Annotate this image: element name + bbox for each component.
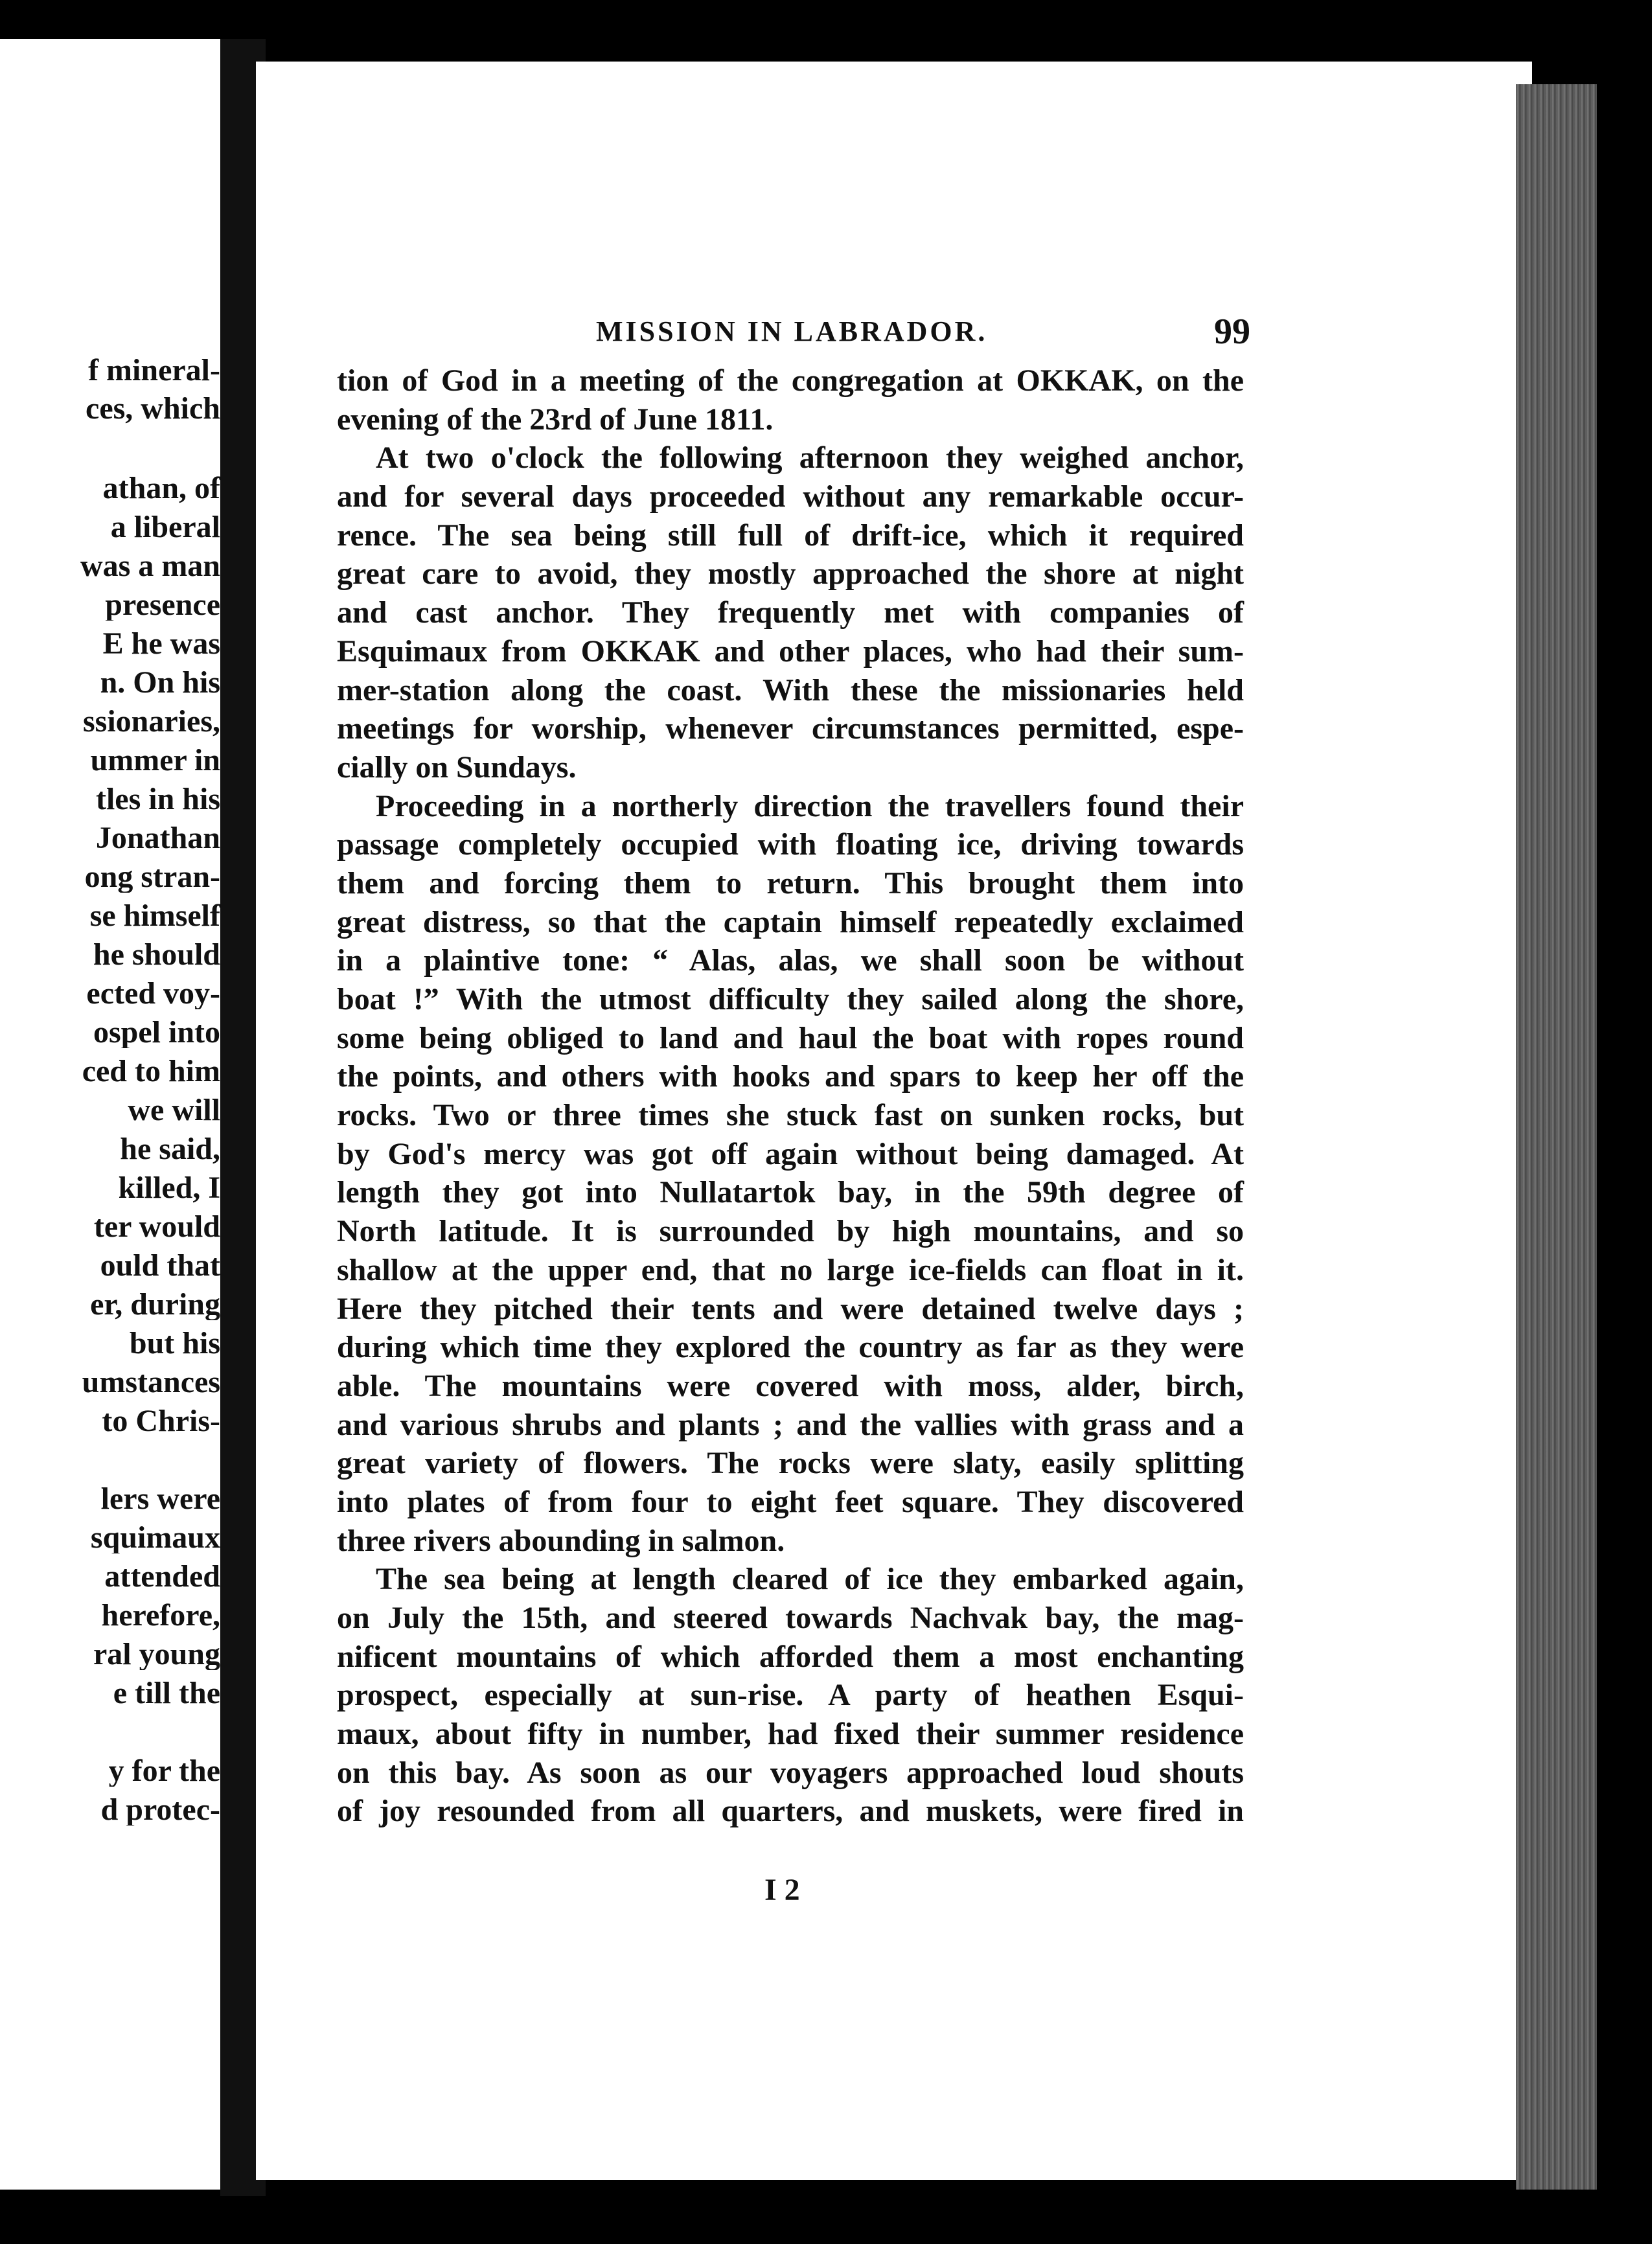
text-line: boat !” With the utmost difficulty they sailed along the shore, bbox=[337, 982, 1244, 1016]
signature-mark: I 2 bbox=[764, 1873, 800, 1907]
facing-page-line: umstances bbox=[82, 1367, 220, 1398]
facing-page-line: ould that bbox=[100, 1250, 220, 1281]
running-head: MISSION IN LABRADOR. bbox=[596, 315, 988, 347]
facing-page-line: ral young bbox=[93, 1639, 220, 1670]
facing-page-line: lers were bbox=[100, 1483, 220, 1515]
facing-page-line: presence bbox=[105, 590, 220, 621]
text-line: cially on Sundays. bbox=[337, 750, 577, 784]
text-line: rocks. Two or three times she stuck fast on sunken rocks, but bbox=[337, 1098, 1244, 1133]
facing-page-line: y for the bbox=[108, 1756, 220, 1787]
text-line: tion of God in a meeting of the congregation at OKKAK, on the bbox=[337, 363, 1244, 398]
text-line: shallow at the upper end, that no large ice-fields can float in it. bbox=[337, 1252, 1244, 1287]
body-text bbox=[337, 361, 1244, 1831]
facing-page-line: herefore, bbox=[101, 1600, 220, 1631]
facing-page-line: Jonathan bbox=[95, 823, 220, 854]
facing-page-line: a liberal bbox=[110, 512, 220, 543]
text-line: Here they pitched their tents and were detained twelve days ; bbox=[337, 1291, 1244, 1326]
text-line: able. The mountains were covered with moss, alder, birch, bbox=[337, 1368, 1244, 1403]
text-line: Esquimaux from OKKAK and other places, who had their sum- bbox=[337, 634, 1244, 669]
text-line: three rivers abounding in salmon. bbox=[337, 1523, 785, 1558]
text-line: meetings for worship, whenever circumstances permitted, espe- bbox=[337, 711, 1244, 746]
text-line: The sea being at length cleared of ice they embarked again, bbox=[376, 1562, 1244, 1597]
text-line: maux, about fifty in number, had fixed their summer residence bbox=[337, 1717, 1244, 1752]
text-line: the points, and others with hooks and spars to keep her off the bbox=[337, 1059, 1244, 1094]
text-line: in a plaintive tone: “ Alas, alas, we shall soon be without bbox=[337, 943, 1244, 978]
facing-page-line: d protec- bbox=[100, 1794, 220, 1826]
facing-page-line: ter would bbox=[93, 1211, 220, 1242]
page-header bbox=[596, 311, 1250, 356]
text-line: great care to avoid, they mostly approached the shore at night bbox=[337, 556, 1244, 591]
facing-page-line: ospel into bbox=[93, 1017, 220, 1048]
facing-page-line: we will bbox=[128, 1095, 220, 1126]
facing-page-line: he should bbox=[93, 939, 220, 970]
facing-page-line: attended bbox=[104, 1561, 220, 1592]
text-line: during which time they explored the country as far as they were bbox=[337, 1330, 1244, 1365]
text-line: by God's mercy was got off again without being damaged. At bbox=[337, 1136, 1244, 1171]
facing-page-line: killed, I bbox=[118, 1173, 220, 1204]
facing-page-line: athan, of bbox=[102, 473, 220, 504]
text-line: some being obliged to land and haul the boat with ropes round bbox=[337, 1020, 1244, 1055]
facing-page-line: he said, bbox=[120, 1134, 220, 1165]
text-line: evening of the 23rd of June 1811. bbox=[337, 402, 774, 437]
facing-page-line: ected voy- bbox=[86, 978, 220, 1009]
text-line: and for several days proceeded without any remarkable occur- bbox=[337, 479, 1244, 514]
facing-page-line: f mineral- bbox=[88, 355, 220, 386]
text-line: prospect, especially at sun-rise. A party of heathen Esqui- bbox=[337, 1678, 1244, 1713]
text-line: into plates of from four to eight feet square. They discovered bbox=[337, 1484, 1244, 1519]
facing-page-line: was a man bbox=[80, 551, 220, 582]
facing-page-line: ong stran- bbox=[84, 862, 220, 893]
text-line: Proceeding in a northerly direction the travellers found their bbox=[376, 788, 1244, 823]
text-line: mer-station along the coast. With these the missionaries held bbox=[337, 672, 1244, 707]
text-line: great distress, so that the captain himself repeatedly exclaimed bbox=[337, 904, 1244, 939]
text-line: length they got into Nullatartok bay, in the 59th degree of bbox=[337, 1175, 1244, 1210]
text-line: and cast anchor. They frequently met with companies of bbox=[337, 595, 1244, 630]
text-line: passage completely occupied with floating ice, driving towards bbox=[337, 827, 1244, 862]
facing-page-line: er, during bbox=[90, 1289, 220, 1320]
facing-page-line: to Chris- bbox=[102, 1406, 220, 1437]
text-line: great variety of flowers. The rocks were slaty, easily splitting bbox=[337, 1446, 1244, 1481]
facing-page-line: ced to him bbox=[82, 1056, 220, 1087]
page-edges bbox=[1516, 84, 1597, 2190]
facing-page-line: se himself bbox=[89, 900, 220, 932]
text-line: them and forcing them to return. This brought them into bbox=[337, 865, 1244, 900]
scan-border bbox=[1597, 0, 1652, 2244]
text-line: and various shrubs and plants ; and the vallies with grass and a bbox=[337, 1407, 1244, 1442]
page-number: 99 bbox=[1214, 312, 1250, 352]
text-line: of joy resounded from all quarters, and muskets, were fired in bbox=[337, 1794, 1244, 1829]
facing-page-line: squimaux bbox=[90, 1522, 220, 1553]
text-line: on this bay. As soon as our voyagers approached loud shouts bbox=[337, 1755, 1244, 1790]
facing-page-line: E he was bbox=[102, 628, 220, 659]
facing-page-line: tles in his bbox=[95, 784, 220, 815]
facing-page-line: n. On his bbox=[100, 667, 220, 698]
facing-page-line: e till the bbox=[113, 1678, 220, 1709]
text-line: nificent mountains of which afforded them a most enchanting bbox=[337, 1639, 1244, 1674]
facing-page-line: but his bbox=[129, 1328, 220, 1359]
facing-page-line: ummer in bbox=[90, 745, 220, 776]
facing-page-line: ces, which bbox=[86, 393, 220, 424]
text-line: North latitude. It is surrounded by high mountains, and so bbox=[337, 1214, 1244, 1249]
facing-page-line: ssionaries, bbox=[82, 706, 220, 737]
text-line: At two o'clock the following afternoon they weighed anchor, bbox=[376, 441, 1244, 475]
text-line: rence. The sea being still full of drift-ice, which it required bbox=[337, 518, 1244, 553]
text-line: on July the 15th, and steered towards Nachvak bay, the mag- bbox=[337, 1601, 1244, 1635]
